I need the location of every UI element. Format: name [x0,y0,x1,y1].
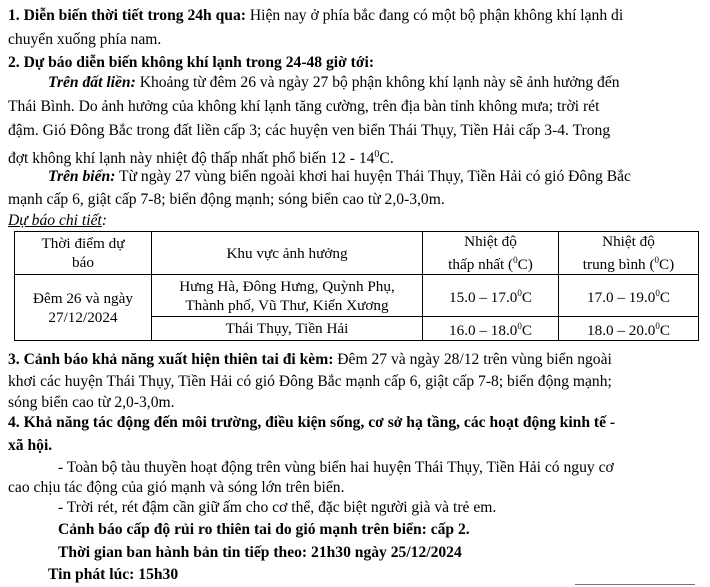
risk-level: Cảnh báo cấp độ rủi ro thiên tai do gió mạnh trên biển: cấp 2. [58,521,470,538]
deg-sup: 0 [655,321,660,332]
section3-line3: sóng biển cao từ 2,0-3,0m. [8,394,175,411]
sea-line1 [48,167,631,187]
h-avg-l2a: trung bình ( [582,256,655,274]
deg-sup: 0 [517,288,522,299]
h-min-l1: Nhiệt độ [464,233,517,250]
time-cell [15,275,152,341]
forecast-table [14,231,699,341]
deg-sup: 0 [517,321,522,332]
section3-line1 [8,350,612,370]
table-row [15,275,699,317]
h-min-l2b: C) [517,256,533,274]
section3-line2: khơi các huyện Thái Thụy, Tiền Hải có gió Đông Bắc mạnh cấp 6, giật cấp 7-8; biển động mạnh; [8,373,612,390]
bullet1-line2: cao chịu tác động của gió mạnh và sóng lớn trên biển. [8,479,345,496]
min-temp-cell [423,317,559,341]
land-line1 [48,73,620,93]
area-cell: Thái Thụy, Tiền Hải [152,317,423,341]
section3-text: Đêm 27 và ngày 28/12 trên vùng biển ngoài [333,351,612,368]
section4-heading-line1: 4. Khả năng tác động đến môi trường, điều kiện sống, cơ sở hạ tầng, các hoạt động kinh tế - [8,414,616,431]
deg-unit: C [521,289,532,307]
time-l2: 27/12/2024 [48,308,118,326]
sea-label: Trên biển: [48,168,116,185]
divider [575,584,695,585]
area-r1-l1: Hưng Hà, Đông Hưng, Quỳnh Phụ, [179,277,395,295]
col-header-area: Khu vực ảnh hưởng [152,232,423,275]
deg-sup: 0 [655,288,660,299]
avg-r1: 17.0 – 19.0 [587,289,656,307]
land-line4-text: đợt không khí lạnh này nhiệt độ thấp nhất phổ biến 12 - 14 [8,150,375,168]
avg-r2: 18.0 – 20.0 [587,322,656,340]
deg-unit: C [659,322,670,340]
avg-temp-cell [559,275,699,317]
area-r1-l2: Thành phố, Vũ Thư, Kiến Xương [185,296,389,314]
col-header-min-temp [423,232,559,275]
land-line4 [8,145,394,169]
land-text: Khoảng từ đêm 26 và ngày 27 bộ phận không khí lạnh này sẽ ảnh hưởng đến [135,74,620,91]
section1-line2: chuyển xuống phía nam. [8,31,162,48]
h-time-l1: Thời điểm dự [41,235,125,253]
h-avg-sup: 0 [654,255,660,265]
avg-temp-cell [559,317,699,341]
min-r2: 16.0 – 18.0 [449,322,518,340]
h-avg-l1: Nhiệt độ [602,233,655,250]
h-time-l2: báo [72,254,94,272]
min-temp-cell [423,275,559,317]
deg-unit: C [521,322,532,340]
next-bulletin: Thời gian ban hành bản tin tiếp theo: 21h30 ngày 25/12/2024 [58,544,462,561]
section1-heading: 1. Diễn biến thời tiết trong 24h qua: [8,7,246,24]
sea-text: Từ ngày 27 vùng biển ngoài khơi hai huyện Thái Thụy, Tiền Hải có gió Đông Bắc [115,168,631,185]
detail-label-text: Dự báo chi tiết [8,212,102,229]
bullet1-line1: - Toàn bộ tàu thuyền hoạt động trên vùng biển hai huyện Thái Thụy, Tiền Hải có nguy cơ [58,459,614,476]
h-min-l2a: thấp nhất ( [448,256,514,274]
h-avg-l2b: C) [659,256,675,274]
section4-heading-line2: xã hội. [8,437,53,454]
time-l1: Đêm 26 và ngày [33,289,133,307]
issued-time: Tin phát lúc: 15h30 [48,566,179,583]
area-cell [152,275,423,317]
deg-unit: C [659,289,670,307]
land-line2: Thái Bình. Do ảnh hưởng của không khí lạnh tăng cường, trên địa bàn tỉnh không mưa; trời rét [8,98,600,115]
bullet2: - Trời rét, rét đậm cần giữ ấm cho cơ thể, đặc biệt người già và trẻ em. [58,499,497,516]
min-r1: 15.0 – 17.0 [449,289,518,307]
section2-heading: 2. Dự báo diễn biến không khí lạnh trong 24-48 giờ tới: [8,54,375,71]
col-header-avg-temp [559,232,699,275]
degree-unit: C. [379,150,394,168]
section1-text: Hiện nay ở phía bắc đang có một bộ phận không khí lạnh di [245,7,624,24]
land-label: Trên đất liền: [48,74,136,91]
land-line3: đậm. Gió Đông Bắc trong đất liền cấp 3; các huyện ven biển Thái Thụy, Tiền Hải cấp 3-4. Trong [8,122,611,139]
section1-line1 [8,6,623,26]
table-header-row [15,232,699,275]
h-min-sup: 0 [513,255,518,265]
section3-heading: 3. Cảnh báo khả năng xuất hiện thiên tai đi kèm: [8,351,334,368]
sea-line2: mạnh cấp 6, giật cấp 7-8; biển động mạnh; sóng biển cao từ 2,0-3,0m. [8,191,445,208]
degree-sup: 0 [374,149,380,160]
detail-label [8,211,107,231]
detail-label-colon: : [101,212,108,229]
col-header-time [15,232,152,275]
